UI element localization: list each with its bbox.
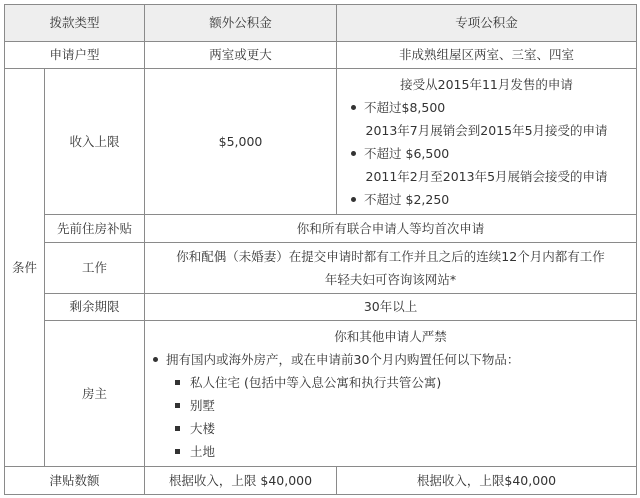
prior-subsidy-label: 先前住房补贴 (45, 215, 145, 243)
square-bullet-icon (175, 403, 180, 408)
header-extra-label: 额外公积金 (145, 5, 337, 42)
work-value (145, 243, 637, 294)
income-label: 收入上限 (45, 69, 145, 215)
lease-value: 30年以上 (145, 294, 637, 321)
amount-extra: 根据收入，上限 $40,000 (145, 467, 337, 495)
bullet-icon (351, 151, 356, 156)
owner-item (145, 371, 636, 394)
owner-intro: 你和其他申请人严禁 (334, 328, 447, 344)
applicant-special: 非成熟组屋区两室、三室、四室 (337, 42, 637, 69)
income-bullet3-text: 不超过 $2,250 (364, 191, 450, 207)
income-bullet3 (337, 188, 636, 211)
income-extra: $5,000 (145, 69, 337, 215)
square-bullet-icon (175, 380, 180, 385)
income-row (5, 69, 637, 215)
income-special-line2: 2013年7月展销会到2015年5月接受的申请 (365, 122, 608, 138)
owner-value (145, 321, 637, 467)
header-special-label: 专项公积金 (337, 5, 637, 42)
owner-item-text: 大楼 (190, 420, 216, 436)
lease-label: 剩余期限 (45, 294, 145, 321)
income-bullet2 (337, 142, 636, 165)
owner-bullet-text: 拥有国内或海外房产，或在申请前30个月内购置任何以下物品： (166, 351, 520, 367)
income-bullet1 (337, 96, 636, 119)
grant-table (4, 4, 637, 495)
bullet-icon (153, 357, 158, 362)
income-bullet1-text: 不超过$8,500 (364, 99, 446, 115)
owner-item (145, 394, 636, 417)
owner-row (5, 321, 637, 467)
income-special-line3: 2011年2月至2013年5月展销会接受的申请 (365, 168, 608, 184)
applicant-row (5, 42, 637, 69)
owner-item (145, 417, 636, 440)
amount-special: 根据收入，上限$40,000 (337, 467, 637, 495)
square-bullet-icon (175, 449, 180, 454)
header-type-label: 拨款类型 (5, 5, 145, 42)
amount-row (5, 467, 637, 495)
income-special (337, 69, 637, 215)
owner-item-text: 私人住宅 (包括中等入息公寓和执行共管公寓) (190, 374, 442, 390)
owner-label: 房主 (45, 321, 145, 467)
bullet-icon (351, 197, 356, 202)
work-label: 工作 (45, 243, 145, 294)
income-special-line1: 接受从2015年11月发售的申请 (400, 76, 573, 92)
square-bullet-icon (175, 426, 180, 431)
owner-item-text: 土地 (190, 443, 216, 459)
header-row (5, 5, 637, 42)
owner-item-text: 别墅 (190, 397, 216, 413)
work-line1: 你和配偶（未婚妻）在提交申请时都有工作并且之后的连续12个月内都有工作 (176, 249, 605, 264)
work-line2: 年轻夫妇可咨询该网站* (324, 272, 457, 287)
work-row (5, 243, 637, 294)
applicant-label: 申请户型 (5, 42, 145, 69)
bullet-icon (351, 105, 356, 110)
income-bullet2-text: 不超过 $6,500 (364, 145, 450, 161)
owner-item (145, 440, 636, 463)
prior-subsidy-row (5, 215, 637, 243)
applicant-extra: 两室或更大 (145, 42, 337, 69)
prior-subsidy-value: 你和所有联合申请人等均首次申请 (145, 215, 637, 243)
owner-bullet (145, 348, 636, 371)
lease-row (5, 294, 637, 321)
amount-label: 津贴数额 (5, 467, 145, 495)
conditions-label: 条件 (5, 69, 45, 467)
